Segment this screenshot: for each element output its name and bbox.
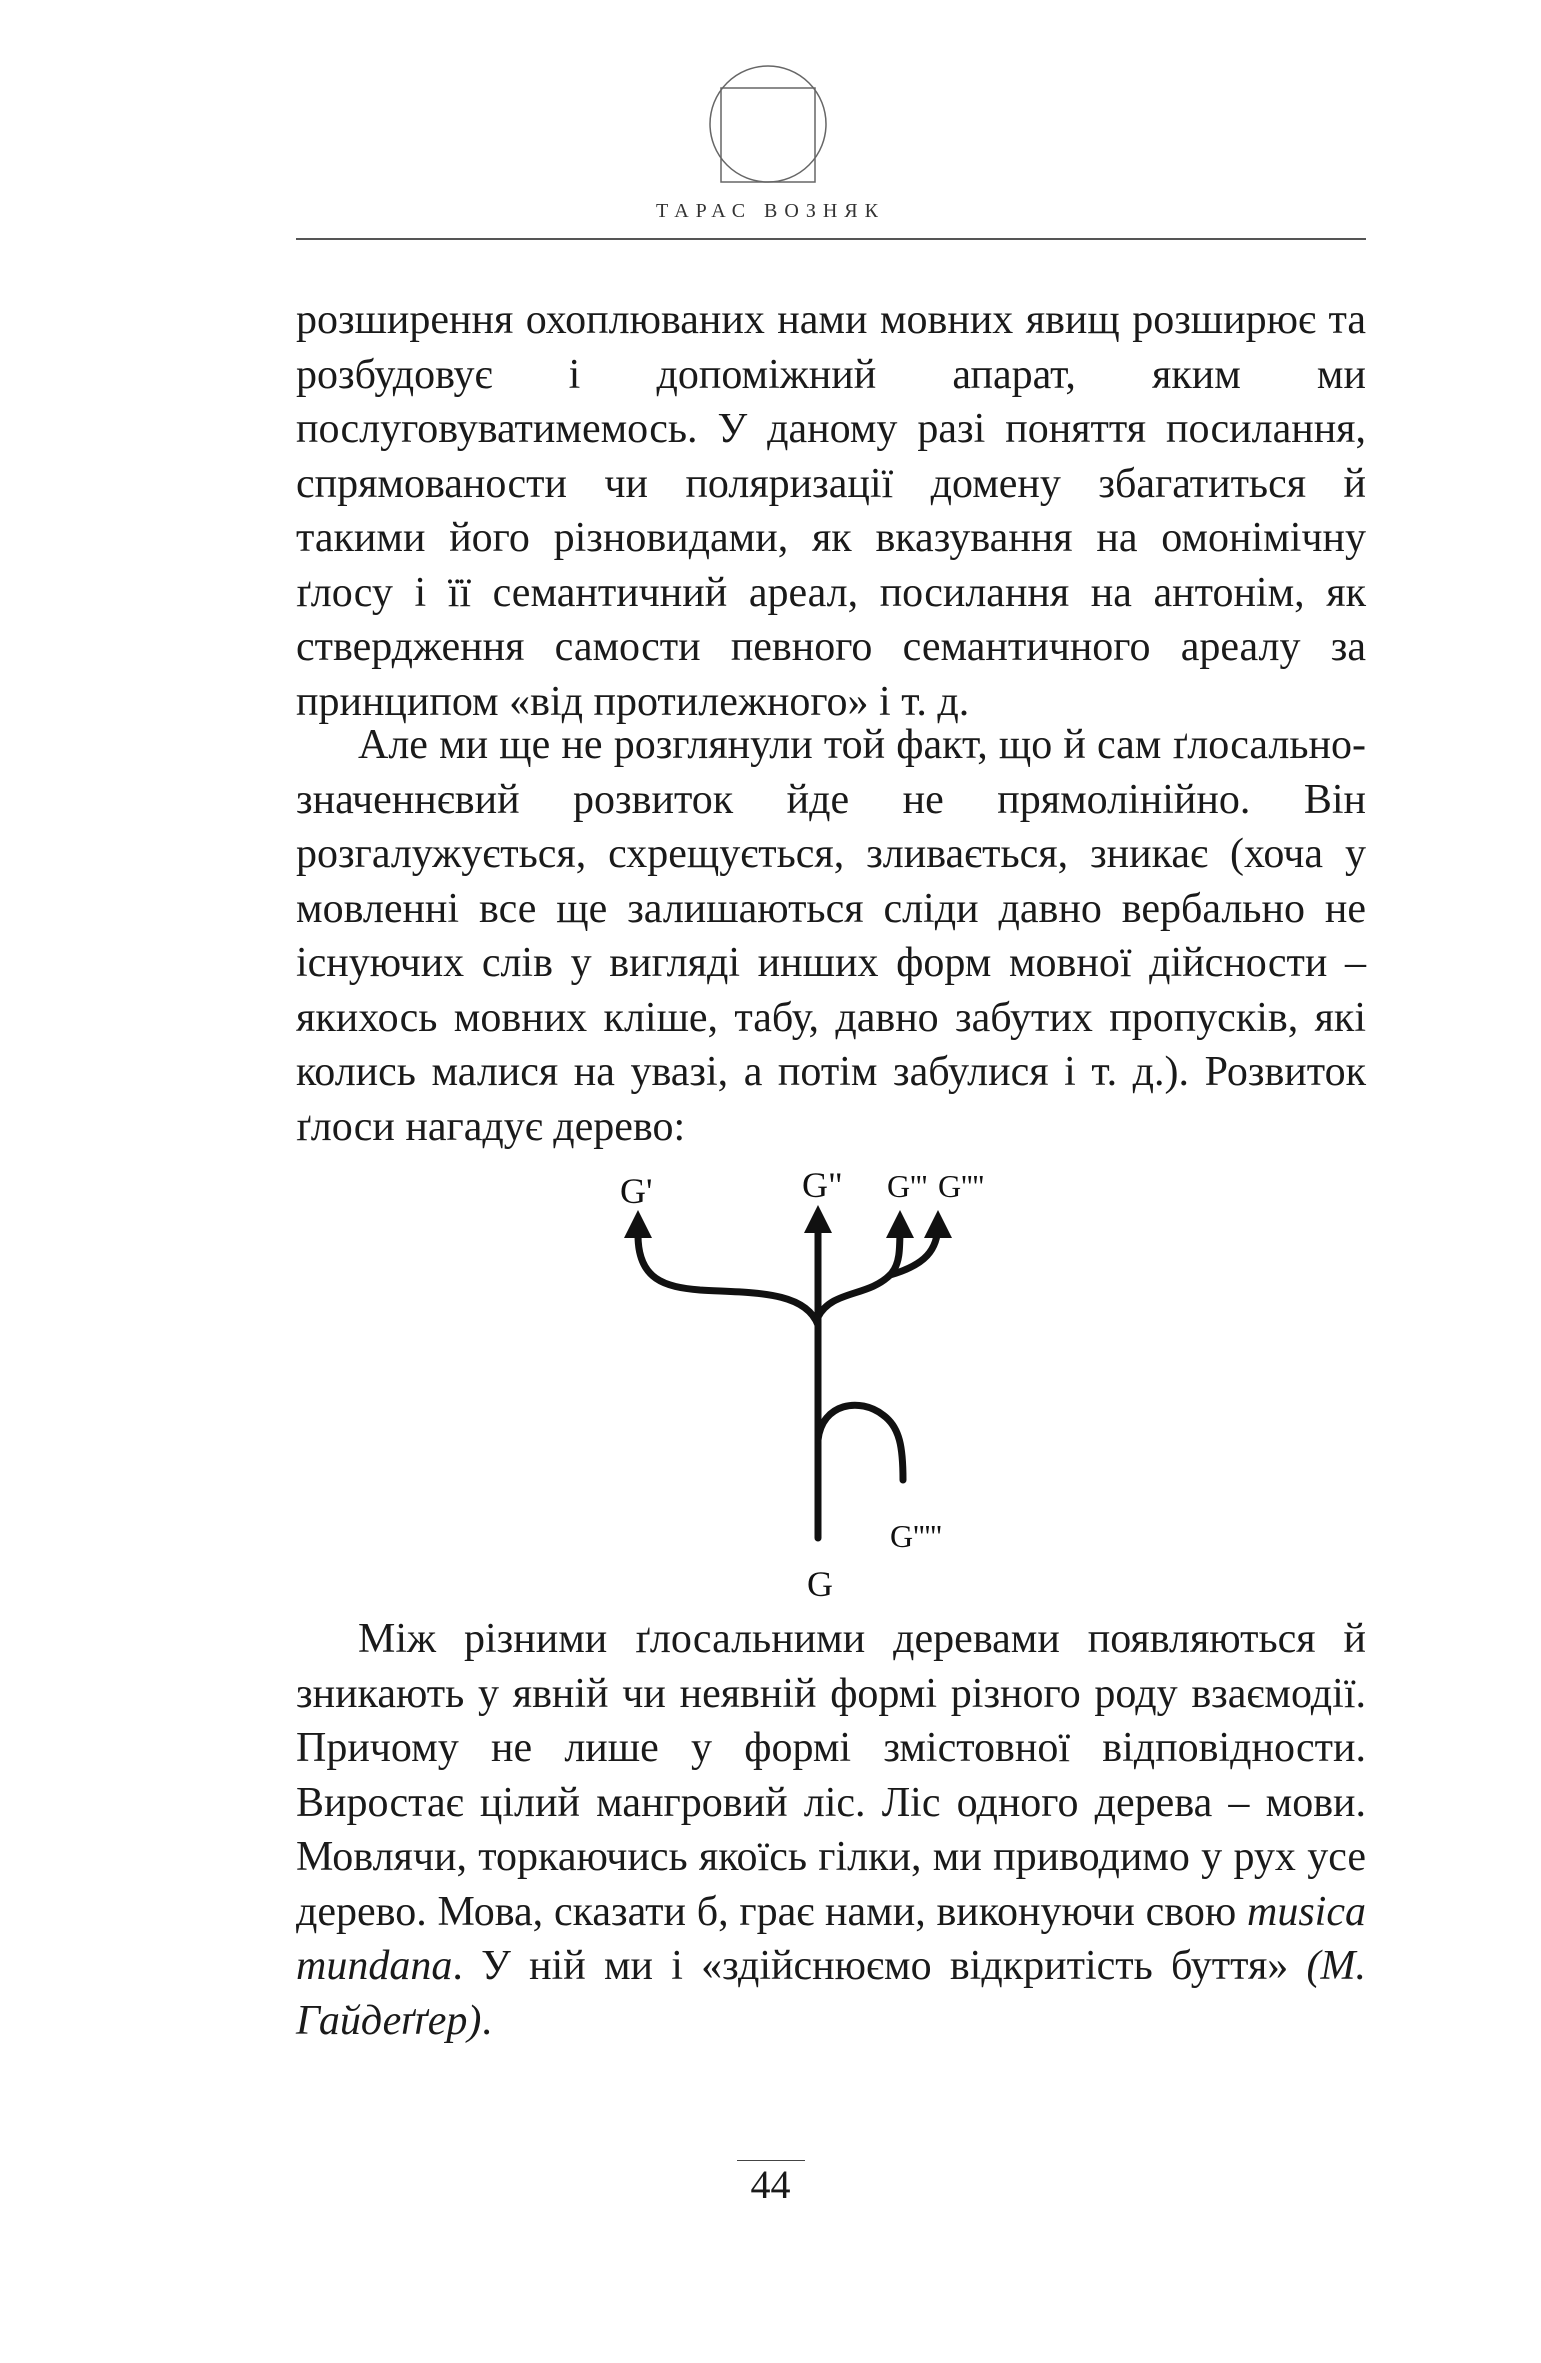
paragraph-3-part-3: . — [481, 1997, 492, 2044]
gloss-tree-svg — [600, 1165, 1100, 1610]
paragraph-3 — [296, 1612, 1366, 2048]
italic-term-musica-mundana: musica mundana — [296, 1888, 1366, 1989]
label-g-quintuple-prime: G''''' — [890, 1518, 942, 1554]
gloss-tree-diagram — [600, 1165, 1100, 1610]
paragraph-3-text — [296, 1612, 1366, 2048]
paragraph-1-text: розширення охоплюваних нами мовних явищ розширює та розбудовує і допоміжний апарат, яким ми послуговуватимемось. У даному разі поняття посилання, спрямованости чи поляризації домену збагатиться й такими його різновидами, як вказування на омонімічну ґлосу і її семантичний ареал, посилання на антонім, як ствердження самости певного семантичного ареалу за принципом «від протилежного» і т. д. — [296, 297, 1366, 725]
circle-square-emblem-icon — [706, 62, 830, 186]
label-g-root: G — [807, 1564, 833, 1604]
tree-branch-5 — [818, 1405, 903, 1480]
header-divider — [296, 238, 1366, 240]
running-header-author: ТАРАС ВОЗНЯК — [656, 200, 885, 222]
paragraph-3-part-2: . У ній ми і «здійснюємо відкритість буття» — [452, 1943, 1307, 1989]
paragraph-1 — [296, 293, 1366, 729]
italic-citation: (М. Гайдеґґер) — [296, 1943, 1366, 2044]
label-g-quadruple-prime: G'''' — [938, 1168, 985, 1204]
page-number-value: 44 — [737, 2160, 805, 2209]
paragraph-2-text: Але ми ще не розглянули той факт, що й сам ґлосально-значеннєвий розвиток йде не прямолінійно. Він розгалужується, схрещується, зливається, зникає (хоча у мовленні все ще залишаються сліди давно вербально не існуючих слів у вигляді инших форм мовної дійсности – якихось мовних кліше, табу, давно забутих пропусків, які колись малися на увазі, а потім забулися і т. д.). Розвиток ґлоси нагадує дерево: — [296, 722, 1366, 1150]
paragraph-3-part-1: Між різними ґлосальними деревами появляються й зникають у явній чи неявній формі різного роду взаємодії. Причому не лише у формі змістовної відповідности. Виростає цілий мангровий ліс. Ліс одного дерева – мови. Мовлячи, торкаючись якоїсь гілки, ми приводимо у рух усе дерево. Мова, сказати б, грає нами, виконуючи свою — [296, 1616, 1366, 1935]
tree-branch-1 — [638, 1224, 818, 1325]
page-number — [0, 2160, 1541, 2209]
label-g-prime: G' — [620, 1171, 653, 1211]
tree-branch-3 — [818, 1224, 900, 1317]
paragraph-2 — [296, 718, 1366, 1154]
label-g-triple-prime: G''' — [887, 1168, 928, 1204]
label-g-double-prime: G" — [802, 1165, 843, 1205]
